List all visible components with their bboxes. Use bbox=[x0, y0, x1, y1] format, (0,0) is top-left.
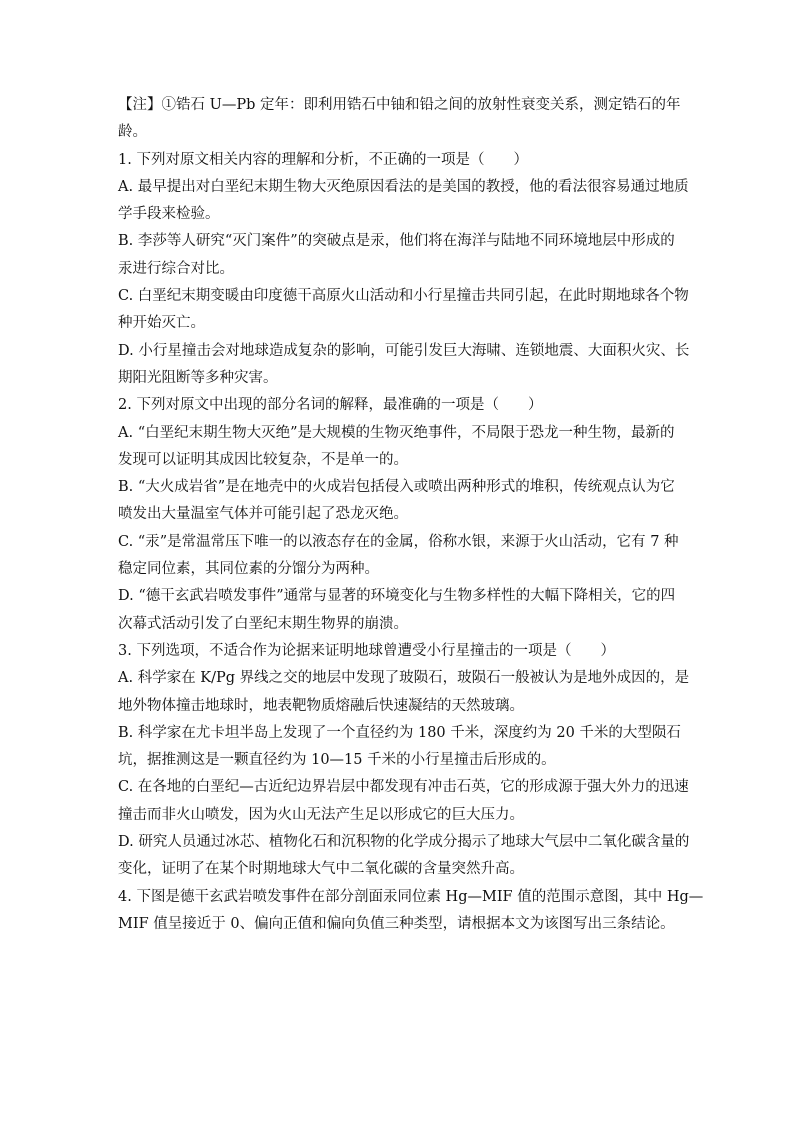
option-c-line: C. “汞”是常温常压下唯一的以液态存在的金属，俗称水银，来源于火山活动，它有 7 种 bbox=[118, 533, 679, 550]
question-4 bbox=[118, 884, 704, 939]
option-b-line: B. 科学家在尤卡坦半岛上发现了一个直径约为 180 千米，深度约为 20 千米的大型陨石 bbox=[118, 724, 681, 741]
question-2 bbox=[118, 392, 678, 638]
option-c-line: C. 白垩纪末期变暖由印度德干高原火山活动和小行星撞击共同引起，在此时期地球各个物 bbox=[118, 288, 689, 305]
note-line: 龄。 bbox=[118, 124, 147, 141]
option-a-line: 发现可以证明其成因比较复杂，不是单一的。 bbox=[118, 451, 408, 468]
question-stem: 3. 下列选项，不适合作为论据来证明地球曾遭受小行星撞击的一项是（ ） bbox=[118, 642, 615, 659]
option-d-line: D. “德干玄武岩喷发事件”通常与显著的环境变化与生物多样性的大幅下降相关，它的四 bbox=[118, 588, 676, 605]
option-a-line: 地外物体撞击地球时，地表靶物质熔融后快速凝结的天然玻璃。 bbox=[118, 697, 524, 714]
option-c-line: 撞击而非火山喷发，因为火山无法产生足以形成它的巨大压力。 bbox=[118, 806, 524, 823]
option-b-line: 坑，据推测这是一颗直径约为 10—15 千米的小行星撞击后形成的。 bbox=[118, 752, 556, 769]
option-a-line: A. “白垩纪末期生物大灭绝”是大规模的生物灭绝事件，不局限于恐龙一种生物，最新的 bbox=[118, 424, 675, 441]
option-c-line: C. 在各地的白垩纪—古近纪边界岩层中都发现有冲击石英，它的形成源于强大外力的迅速 bbox=[118, 779, 689, 796]
option-a-line: 学手段来检验。 bbox=[118, 206, 220, 223]
option-c-line: 稳定同位素，其同位素的分馏分为两种。 bbox=[118, 561, 379, 578]
question-3 bbox=[118, 638, 690, 884]
option-a-line: A. 最早提出对白垩纪末期生物大灭绝原因看法的是美国的教授，他的看法很容易通过地质 bbox=[118, 178, 689, 195]
note-block bbox=[118, 92, 681, 147]
option-b-line: B. “大火成岩省”是在地壳中的火成岩包括侵入或喷出两种形式的堆积，传统观点认为它 bbox=[118, 479, 675, 496]
document-page bbox=[118, 92, 704, 938]
question-stem: 2. 下列对原文中出现的部分名词的解释，最准确的一项是（ ） bbox=[118, 397, 543, 414]
option-d-line: D. 研究人员通过冰芯、植物化石和沉积物的化学成分揭示了地球大气层中二氧化碳含量的 bbox=[118, 834, 690, 851]
question-stem: 4. 下图是德干玄武岩喷发事件在部分剖面汞同位素 Hg—MIF 值的范围示意图，其中 Hg— bbox=[118, 888, 704, 905]
option-d-line: 期阳光阻断等多种灾害。 bbox=[118, 369, 278, 386]
option-b-line: 喷发出大量温室气体并可能引起了恐龙灭绝。 bbox=[118, 506, 408, 523]
question-stem: MIF 值呈接近于 0、偏向正值和偏向负值三种类型，请根据本文为该图写出三条结论。 bbox=[118, 915, 675, 932]
option-d-line: D. 小行星撞击会对地球造成复杂的影响，可能引发巨大海啸、连锁地震、大面积火灾、长 bbox=[118, 342, 690, 359]
question-1 bbox=[118, 147, 690, 393]
question-stem: 1. 下列对原文相关内容的理解和分析，不正确的一项是（ ） bbox=[118, 151, 528, 168]
option-c-line: 种开始灭亡。 bbox=[118, 315, 205, 332]
note-line: 【注】①锆石 U—Pb 定年：即利用锆石中铀和铅之间的放射性衰变关系，测定锆石的年 bbox=[118, 97, 681, 113]
option-d-line: 次幕式活动引发了白垩纪末期生物界的崩溃。 bbox=[118, 615, 408, 632]
option-d-line: 变化，证明了在某个时期地球大气中二氧化碳的含量突然升高。 bbox=[118, 861, 524, 878]
option-b-line: 汞进行综合对比。 bbox=[118, 260, 234, 277]
option-a-line: A. 科学家在 K/Pg 界线之交的地层中发现了玻陨石，玻陨石一般被认为是地外成因的，是 bbox=[118, 670, 690, 687]
option-b-line: B. 李莎等人研究“灭门案件”的突破点是汞，他们将在海洋与陆地不同环境地层中形成的 bbox=[118, 233, 675, 250]
